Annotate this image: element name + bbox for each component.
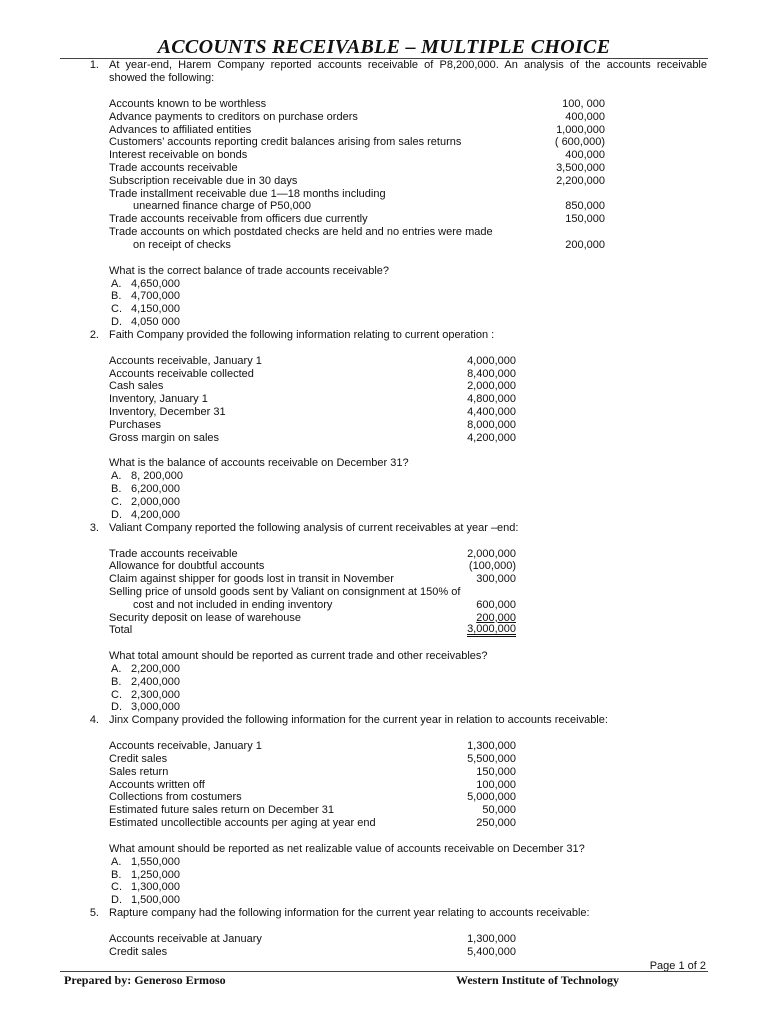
row-amount: 3,000,000 — [467, 623, 516, 636]
data-row — [0, 149, 768, 162]
option-letter: D. — [111, 701, 122, 714]
row-amount: 2,200,000 — [556, 174, 605, 187]
row-amount: 250,000 — [476, 817, 516, 830]
row-label: Allowance for doubtful accounts — [109, 560, 265, 573]
row-label: Accounts written off — [109, 778, 205, 791]
question-prompt: What amount should be reported as net realizable value of accounts receivable on December 31? — [109, 842, 585, 855]
row-amount: 600,000 — [476, 598, 516, 611]
data-row — [0, 548, 768, 561]
row-label: Accounts receivable at January — [109, 933, 262, 946]
data-row — [0, 239, 768, 252]
row-amount: 50,000 — [482, 804, 516, 817]
page-title: ACCOUNTS RECEIVABLE – MULTIPLE CHOICE — [157, 36, 611, 58]
row-amount: 400,000 — [565, 110, 605, 123]
row-amount: 2,000,000 — [467, 547, 516, 560]
row-amount: 300,000 — [476, 573, 516, 586]
option-letter: B. — [111, 675, 122, 688]
data-row — [0, 213, 768, 226]
data-row — [0, 624, 768, 637]
answer-option — [0, 689, 768, 702]
option-text: 3,000,000 — [131, 701, 180, 714]
option-text: 2,200,000 — [131, 663, 180, 676]
data-row — [0, 406, 768, 419]
row-amount: 3,500,000 — [556, 161, 605, 174]
data-row — [0, 779, 768, 792]
row-label: Inventory, December 31 — [109, 405, 226, 418]
data-row — [0, 432, 768, 445]
question-intro-text: showed the following: — [109, 72, 215, 84]
question-intro-line — [0, 329, 768, 342]
question-prompt-line — [0, 457, 768, 470]
option-letter: C. — [111, 881, 122, 894]
row-amount: 1,000,000 — [556, 123, 605, 136]
row-label: cost and not included in ending inventory — [133, 598, 333, 611]
data-row — [0, 136, 768, 149]
question-intro-text: At year-end, Harem Company reported accounts receivable of P8,200,000. An analysis of the accounts receivable — [109, 59, 707, 71]
row-amount: (100,000) — [468, 560, 516, 573]
data-row — [0, 560, 768, 573]
option-text: 1,300,000 — [131, 881, 180, 894]
question-number: 2. — [89, 328, 99, 341]
row-label: Trade accounts receivable — [109, 547, 238, 560]
row-amount: 5,000,000 — [467, 791, 516, 804]
row-label: Credit sales — [109, 945, 168, 958]
answer-option — [0, 483, 768, 496]
question-list — [0, 59, 768, 959]
row-amount: 4,400,000 — [467, 405, 516, 418]
question-intro-line — [0, 522, 768, 535]
data-row — [0, 419, 768, 432]
row-amount: 4,800,000 — [467, 393, 516, 406]
answer-option — [0, 278, 768, 291]
option-letter: C. — [111, 303, 122, 316]
question-intro-line — [0, 714, 768, 727]
question-prompt: What total amount should be reported as current trade and other receivables? — [109, 650, 488, 663]
answer-option — [0, 290, 768, 303]
row-label: Trade accounts receivable from officers due currently — [109, 213, 368, 226]
data-row — [0, 573, 768, 586]
data-row — [0, 200, 768, 213]
question-number: 4. — [89, 714, 99, 727]
data-row — [0, 933, 768, 946]
row-amount: 8,400,000 — [467, 367, 516, 380]
row-label: Purchases — [109, 418, 161, 431]
question-block — [0, 329, 768, 522]
row-label: Trade accounts receivable — [109, 161, 238, 174]
spacer — [0, 920, 768, 933]
row-amount: 8,000,000 — [467, 418, 516, 431]
row-label: Claim against shipper for goods lost in transit in November — [109, 573, 394, 586]
row-label: Sales return — [109, 765, 169, 778]
question-block — [0, 714, 768, 907]
option-letter: C. — [111, 495, 122, 508]
row-label: Gross margin on sales — [109, 431, 220, 444]
footer-author: Prepared by: Generoso Ermoso — [64, 973, 226, 987]
spacer — [0, 535, 768, 548]
data-row — [0, 599, 768, 612]
row-label: Total — [109, 624, 133, 637]
answer-option — [0, 470, 768, 483]
answer-option — [0, 663, 768, 676]
footer-rule — [60, 971, 708, 972]
row-label: Inventory, January 1 — [109, 393, 208, 406]
row-amount: 5,500,000 — [467, 753, 516, 766]
row-amount: ( 600,000) — [554, 136, 605, 149]
question-prompt-line — [0, 265, 768, 278]
answer-option — [0, 856, 768, 869]
option-text: 4,650,000 — [131, 277, 180, 290]
answer-option — [0, 881, 768, 894]
spacer — [0, 830, 768, 843]
option-letter: D. — [111, 315, 122, 328]
row-amount: 1,300,000 — [467, 933, 516, 946]
data-row — [0, 380, 768, 393]
spacer — [0, 252, 768, 265]
row-label: Trade installment receivable due 1—18 months including — [109, 187, 386, 200]
data-row — [0, 98, 768, 111]
question-prompt-line — [0, 650, 768, 663]
question-block — [0, 59, 768, 329]
data-row — [0, 111, 768, 124]
option-letter: B. — [111, 868, 122, 881]
row-label: Customers’ accounts reporting credit balances arising from sales returns — [109, 136, 462, 149]
page-number: Page 1 of 2 — [649, 960, 706, 972]
row-label: Subscription receivable due in 30 days — [109, 174, 298, 187]
question-number: 5. — [89, 907, 99, 920]
row-amount: 5,400,000 — [467, 945, 516, 958]
row-amount: 2,000,000 — [467, 380, 516, 393]
question-intro-line — [0, 59, 768, 72]
option-text: 2,000,000 — [131, 495, 180, 508]
question-intro-text: Jinx Company provided the following information for the current year in relation to accounts receivable: — [109, 714, 608, 727]
answer-option — [0, 676, 768, 689]
row-label: Selling price of unsold goods sent by Valiant on consignment at 150% of — [109, 585, 461, 598]
row-label: Security deposit on lease of warehouse — [109, 611, 302, 624]
data-row — [0, 766, 768, 779]
data-row — [0, 753, 768, 766]
option-text: 1,250,000 — [131, 868, 180, 881]
data-row — [0, 162, 768, 175]
data-row — [0, 946, 768, 959]
option-text: 1,550,000 — [131, 855, 180, 868]
row-label: Accounts receivable, January 1 — [109, 740, 262, 753]
spacer — [0, 727, 768, 740]
question-intro-text: Valiant Company reported the following analysis of current receivables at year –end: — [109, 521, 519, 534]
option-letter: A. — [111, 277, 122, 290]
option-letter: C. — [111, 688, 122, 701]
spacer — [0, 444, 768, 457]
row-label: Interest receivable on bonds — [109, 149, 248, 162]
data-row — [0, 368, 768, 381]
answer-option — [0, 701, 768, 714]
option-text: 2,300,000 — [131, 688, 180, 701]
spacer — [0, 85, 768, 98]
data-row — [0, 791, 768, 804]
data-row — [0, 175, 768, 188]
data-row — [0, 188, 768, 201]
row-amount: 100, 000 — [562, 98, 605, 110]
data-row — [0, 586, 768, 599]
question-intro-text: Rapture company had the following information for the current year relating to accounts receivable: — [109, 907, 590, 920]
row-label: Accounts receivable, January 1 — [109, 354, 262, 367]
option-letter: A. — [111, 855, 122, 868]
option-letter: A. — [111, 470, 122, 483]
option-text: 2,400,000 — [131, 675, 180, 688]
question-intro-line — [0, 907, 768, 920]
option-text: 4,050 000 — [131, 315, 180, 328]
answer-option — [0, 303, 768, 316]
question-intro-text: Faith Company provided the following information relating to current operation : — [109, 328, 495, 341]
option-text: 4,200,000 — [131, 508, 180, 521]
row-amount: 850,000 — [565, 200, 605, 213]
option-text: 1,500,000 — [131, 894, 180, 907]
question-prompt: What is the correct balance of trade accounts receivable? — [109, 264, 390, 277]
option-letter: B. — [111, 290, 122, 303]
option-text: 6,200,000 — [131, 483, 180, 496]
row-label: Accounts receivable collected — [109, 367, 254, 380]
row-amount: 200,000 — [476, 611, 516, 624]
row-amount: 4,000,000 — [467, 354, 516, 367]
data-row — [0, 393, 768, 406]
data-row — [0, 124, 768, 137]
spacer — [0, 637, 768, 650]
answer-option — [0, 894, 768, 907]
option-letter: D. — [111, 894, 122, 907]
row-label: Credit sales — [109, 753, 168, 766]
answer-option — [0, 869, 768, 882]
row-amount: 150,000 — [476, 765, 516, 778]
row-amount: 4,200,000 — [467, 431, 516, 444]
question-number: 3. — [89, 521, 99, 534]
option-text: 4,700,000 — [131, 290, 180, 303]
data-row — [0, 804, 768, 817]
data-row — [0, 817, 768, 830]
question-number: 1. — [89, 59, 99, 71]
answer-option — [0, 316, 768, 329]
row-label: Trade accounts on which postdated checks are held and no entries were made — [109, 225, 493, 238]
answer-option — [0, 509, 768, 522]
data-row — [0, 226, 768, 239]
row-label: on receipt of checks — [133, 238, 231, 251]
row-amount: 100,000 — [476, 778, 516, 791]
data-row — [0, 612, 768, 625]
footer-institution: Western Institute of Technology — [456, 973, 620, 987]
option-letter: D. — [111, 508, 122, 521]
option-text: 4,150,000 — [131, 303, 180, 316]
spacer — [0, 342, 768, 355]
question-intro-line — [0, 72, 768, 85]
row-label: Advance payments to creditors on purchase orders — [109, 110, 358, 123]
option-text: 8, 200,000 — [131, 470, 183, 483]
row-label: Advances to affiliated entities — [109, 123, 252, 136]
row-label: Estimated future sales return on December 31 — [109, 804, 335, 817]
row-amount: 150,000 — [565, 213, 605, 226]
row-label: Collections from costumers — [109, 791, 242, 804]
row-label: unearned finance charge of P50,000 — [133, 200, 311, 213]
row-amount: 1,300,000 — [467, 740, 516, 753]
option-letter: B. — [111, 483, 122, 496]
question-block — [0, 522, 768, 715]
row-label: Estimated uncollectible accounts per aging at year end — [109, 817, 376, 830]
option-letter: A. — [111, 663, 122, 676]
answer-option — [0, 496, 768, 509]
row-label: Cash sales — [109, 380, 164, 393]
question-prompt-line — [0, 843, 768, 856]
question-prompt: What is the balance of accounts receivable on December 31? — [109, 457, 409, 470]
row-label: Accounts known to be worthless — [109, 98, 267, 110]
data-row — [0, 740, 768, 753]
question-block — [0, 907, 768, 959]
row-amount: 400,000 — [565, 149, 605, 162]
row-amount: 200,000 — [565, 238, 605, 251]
data-row — [0, 355, 768, 368]
